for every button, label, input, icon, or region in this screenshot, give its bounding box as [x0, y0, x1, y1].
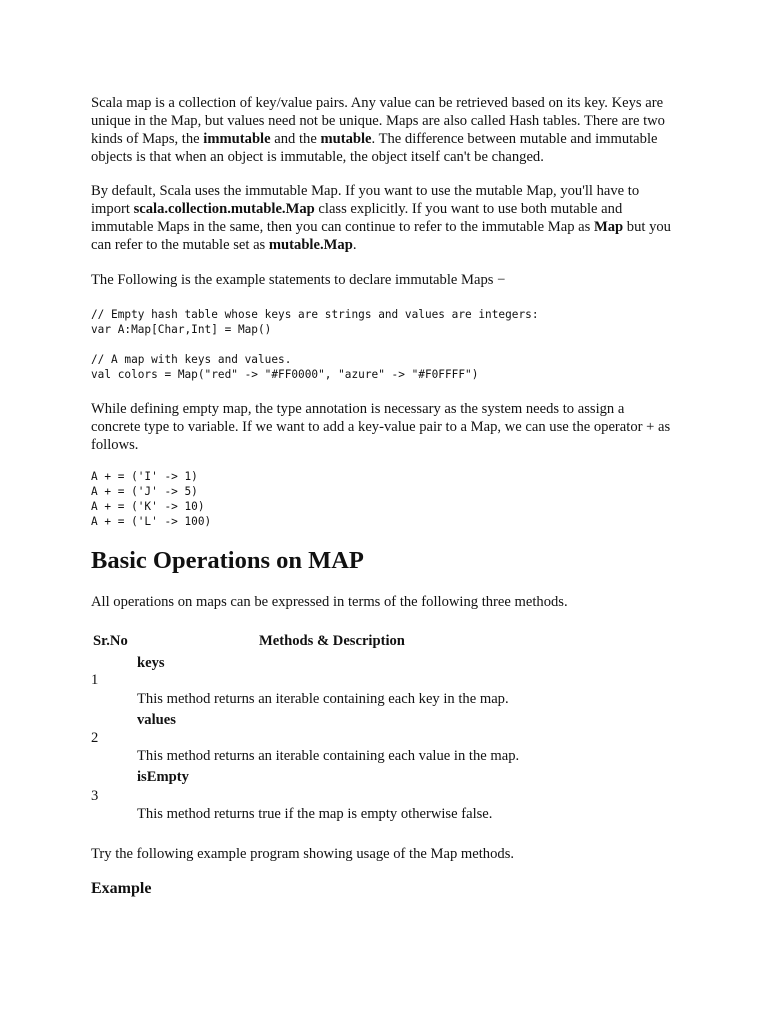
text-run: . The difference between mutable and immutable objects is that when an object is immutable, the object itself can't be changed.	[91, 131, 658, 165]
text-run: and the	[270, 131, 321, 147]
code-line: // Empty hash table whose keys are strings and values are integers:	[91, 308, 539, 321]
text-run: class explicitly. If you want to use both mutable and immutable Maps in the same, then you can continue to refer to the immutable Map as	[91, 201, 623, 235]
text-run: Scala map is a collection of key/value pairs. Any value can be retrieved based on its key. Keys are unique in the Map, but values need not be unique. Maps are also called Hash tables. There are two kinds of Maps, the	[91, 95, 665, 147]
bold-term-map: Map	[593, 219, 624, 235]
example-heading: Example	[91, 880, 152, 897]
row-number: 3	[91, 788, 99, 804]
row-number: 1	[91, 672, 99, 688]
code-line: val colors = Map("red" -> "#FF0000", "azure" -> "#F0FFFF")	[91, 368, 479, 381]
intro-paragraph-3: The Following is the example statements to declare immutable Maps −	[91, 272, 506, 288]
code-line	[91, 337, 691, 352]
paragraph-empty-map: While defining empty map, the type annotation is necessary as the system needs to assign a concrete type to variable. If we want to add a key-value pair to a Map, we can use the operator + as follows.	[91, 401, 671, 453]
method-name: values	[137, 712, 176, 728]
bold-term-mutable-map: mutable.Map	[268, 237, 353, 253]
method-description: This method returns an iterable containing each value in the map.	[137, 748, 520, 764]
method-description: This method returns an iterable containing each key in the map.	[137, 691, 509, 707]
code-line: A + = ('K' -> 10)	[91, 500, 205, 513]
bold-term-package: scala.collection.mutable.Map	[133, 201, 315, 217]
bold-term-mutable: mutable	[320, 131, 372, 147]
paragraph-operations: All operations on maps can be expressed in terms of the following three methods.	[91, 594, 568, 610]
code-line: A + = ('I' -> 1)	[91, 470, 198, 483]
code-line: A + = ('L' -> 100)	[91, 515, 212, 528]
text-run: .	[352, 237, 357, 253]
code-block-add-pairs	[91, 469, 691, 529]
code-line: // A map with keys and values.	[91, 353, 292, 366]
table-header-srno: Sr.No	[93, 633, 128, 649]
code-line: var A:Map[Char,Int] = Map()	[91, 323, 272, 336]
code-line: A + = ('J' -> 5)	[91, 485, 198, 498]
text-run: but you can refer to the mutable set as	[91, 219, 671, 253]
text-run: By default, Scala uses the immutable Map. If you want to use the mutable Map, you'll have to import	[91, 183, 640, 217]
paragraph-try-example: Try the following example program showing usage of the Map methods.	[91, 846, 515, 862]
intro-paragraph-2	[91, 182, 671, 254]
method-name: keys	[137, 655, 165, 671]
bold-term-immutable: immutable	[203, 131, 271, 147]
method-description: This method returns true if the map is empty otherwise false.	[137, 806, 493, 822]
section-heading: Basic Operations on MAP	[91, 547, 364, 574]
row-number: 2	[91, 730, 99, 746]
intro-paragraph-1	[91, 94, 671, 166]
code-block-declare-maps	[91, 307, 691, 382]
method-name: isEmpty	[137, 769, 189, 785]
table-header-methods: Methods & Description	[259, 633, 405, 649]
